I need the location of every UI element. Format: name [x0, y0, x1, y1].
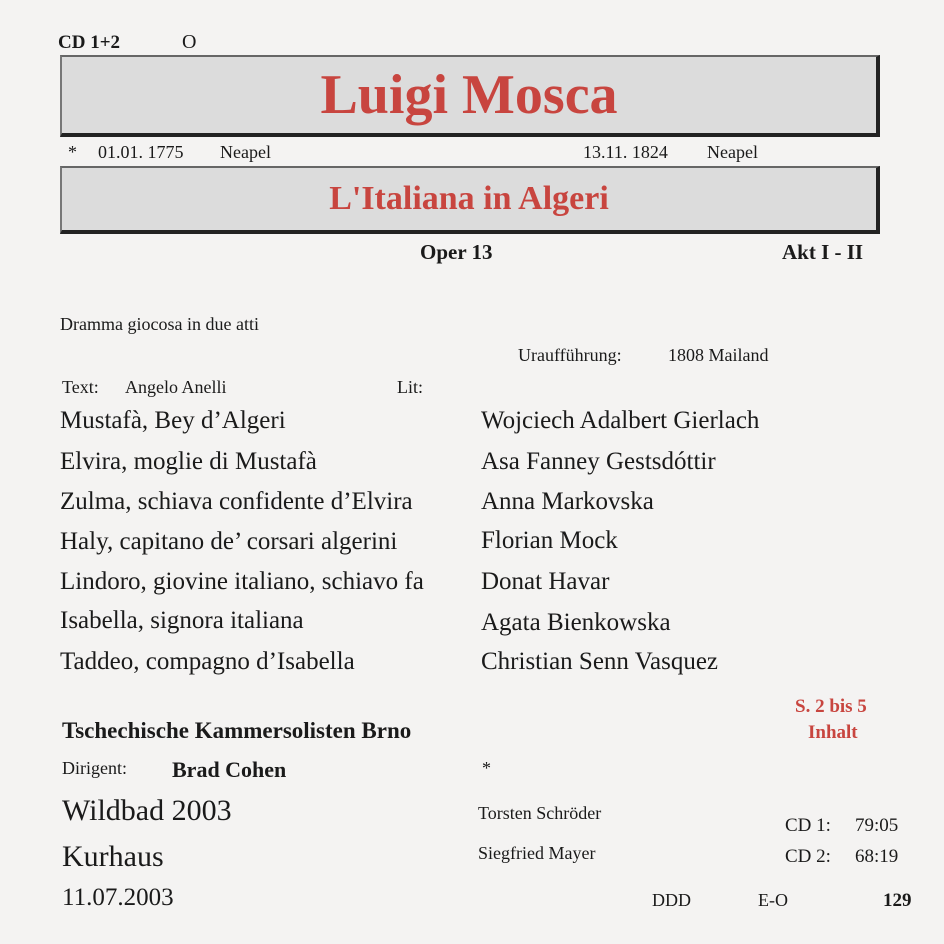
cast-role: Elvira, moglie di Mustafà — [60, 448, 317, 475]
opera-title-banner — [60, 166, 880, 234]
death-date: 13.11. 1824 — [583, 142, 668, 162]
page-reference[interactable]: S. 2 bis 5 — [795, 696, 867, 717]
opera-title: L'Italiana in Algeri — [329, 180, 609, 217]
premiere-value: 1808 Mailand — [668, 345, 769, 365]
cd1-time: 79:05 — [855, 815, 899, 836]
cast-singer: Donat Havar — [481, 568, 610, 595]
cast-role: Zulma, schiava confidente d’Elvira — [60, 488, 413, 515]
cast-singer: Wojciech Adalbert Gierlach — [481, 407, 760, 434]
genre: Dramma giocosa in due atti — [60, 314, 259, 334]
format: DDD — [652, 890, 691, 910]
birth-place: Neapel — [220, 142, 271, 162]
cast-singer: Florian Mock — [481, 527, 618, 554]
cast-singer: Asa Fanney Gestsdóttir — [481, 448, 716, 475]
cast-role: Taddeo, compagno d’Isabella — [60, 648, 355, 675]
text-label: Text: — [62, 377, 99, 397]
conductor-label: Dirigent: — [62, 758, 127, 778]
lit-label: Lit: — [397, 377, 423, 397]
code: E-O — [758, 890, 788, 910]
composer-banner — [60, 55, 880, 137]
birth-date: 01.01. 1775 — [98, 142, 184, 162]
recording-venue: Kurhaus — [62, 840, 164, 873]
conductor-mark: * — [482, 758, 491, 778]
cast-role: Lindoro, giovine italiano, schiavo fa — [60, 568, 424, 595]
opera-type-number: Oper 13 — [420, 240, 493, 264]
cd1-label: CD 1: — [785, 815, 831, 836]
cd-label: CD 1+2 — [58, 32, 121, 53]
cast-role: Mustafà, Bey d’Algeri — [60, 407, 286, 434]
acts: Akt I - II — [782, 240, 864, 264]
cast-singer: Agata Bienkowska — [481, 609, 671, 636]
engineer-1: Torsten Schröder — [478, 803, 602, 823]
cast-singer: Christian Senn Vasquez — [481, 648, 719, 675]
composer-name: Luigi Mosca — [320, 64, 618, 126]
death-place: Neapel — [707, 142, 758, 162]
ensemble: Tschechische Kammersolisten Brno — [62, 718, 412, 743]
catalog-number: 129 — [883, 890, 912, 911]
recording-date: 11.07.2003 — [62, 884, 174, 911]
premiere-label: Uraufführung: — [518, 345, 622, 365]
cd2-time: 68:19 — [855, 846, 899, 867]
librettist: Angelo Anelli — [125, 377, 227, 397]
contents-link[interactable]: Inhalt — [808, 722, 858, 743]
marker: O — [182, 31, 197, 53]
conductor-name: Brad Cohen — [172, 757, 287, 782]
cd2-label: CD 2: — [785, 846, 831, 867]
engineer-2: Siegfried Mayer — [478, 843, 596, 863]
birth-symbol: * — [68, 142, 77, 162]
cast-singer: Anna Markovska — [481, 488, 654, 515]
cast-role: Isabella, signora italiana — [60, 607, 304, 634]
cast-role: Haly, capitano de’ corsari algerini — [60, 528, 398, 555]
recording-place: Wildbad 2003 — [62, 794, 232, 827]
